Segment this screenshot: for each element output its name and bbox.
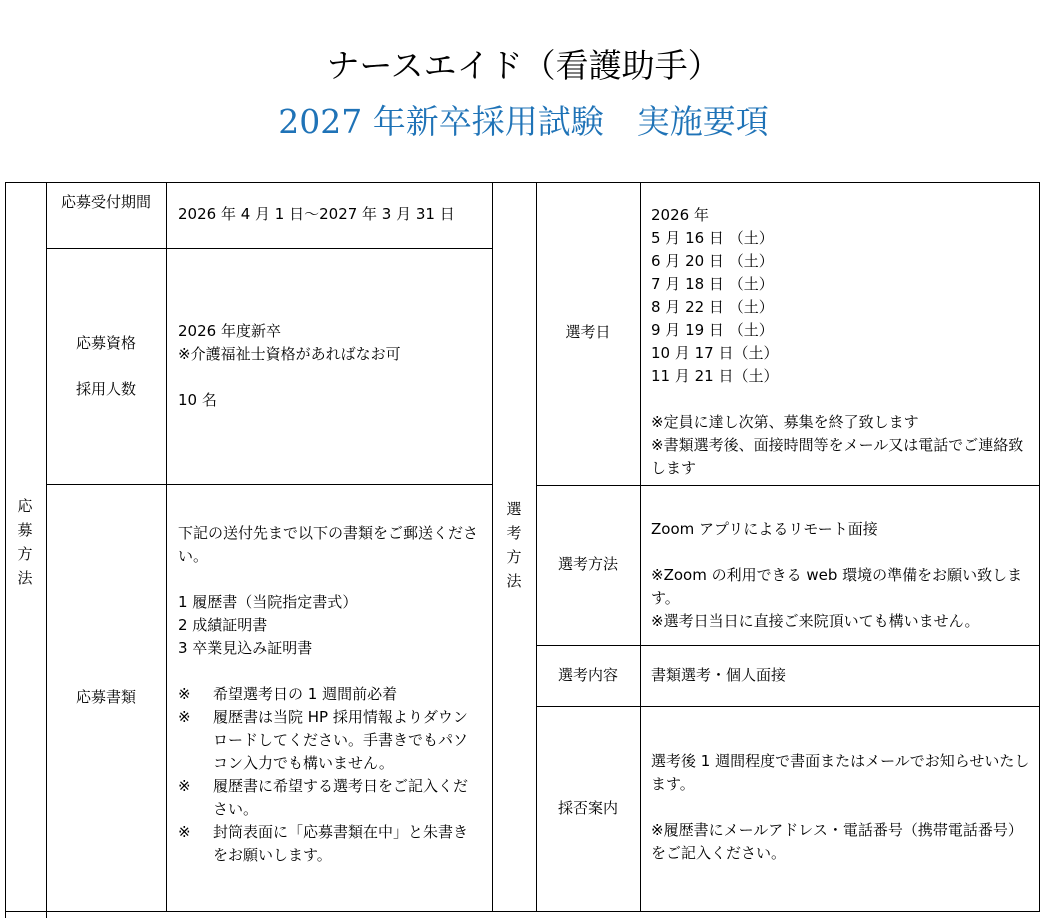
period-label: 応募受付期間 <box>60 193 151 211</box>
selection-date-value: 2026 年 5 月 16 日 （土） 6 月 20 日 （土） 7 月 18 日 （土） 8 月 22 日 （土） 9 月 19 日 （土） 10 月 17 日（土） 11 月 21 日（土） ※定員に達し次第、募集を終了致します ※書類選考後、面接時間等をメール又は電話でご連絡致します <box>651 204 1035 480</box>
selection-content-label: 選考内容 <box>557 666 618 684</box>
selection-date-label: 選考日 <box>565 323 611 341</box>
result-value: 選考後 1 週間程度で書面またはメールでお知らせいたします。 ※履歴書にメールアドレス・電話番号（携帯電話番号）をご記入ください。 <box>651 752 1030 862</box>
documents-label: 応募書類 <box>75 688 136 706</box>
list-item: ※ 履歴書に希望する選考日をご記入ください。 <box>178 777 469 818</box>
section-label-selection: 選 考 方 法 <box>506 500 522 590</box>
page-title: ナースエイド（看護助手） <box>326 46 721 85</box>
selection-content-value: 書類選考・個人面接 <box>651 666 787 684</box>
list-item: 2 成績証明書 <box>178 616 268 634</box>
result-label: 採否案内 <box>557 799 618 817</box>
documents-value: 下記の送付先まで以下の書類をご郵送ください。 1 履歴書（当院指定書式） 2 成績証明書 3 卒業見込み証明書 ※ 希望選考日の 1 週間前必着 ※ 履歴書は当院 HP 採用情報よりダウンロードしてください。手書きでもパソコン入力でも構いません。 ※ 履歴書に希望する選考日をご記入ください。 ※ 封筒表面に「応募書類在中」と朱書きをお願いします。 <box>178 522 480 867</box>
page-subtitle: 2027 年新卒採用試験 実施要項 <box>278 102 769 141</box>
list-item: ※ 希望選考日の 1 週間前必着 <box>178 685 398 703</box>
headcount-label: 採用人数 <box>75 380 136 398</box>
list-item: 10 月 17 日（土） <box>651 344 779 362</box>
list-item: ※ 封筒表面に「応募書類在中」と朱書きをお願いします。 <box>178 823 469 864</box>
list-item: 7 月 18 日 （土） <box>651 275 774 293</box>
list-item: 9 月 19 日 （土） <box>651 321 774 339</box>
list-item: 11 月 21 日（土） <box>651 367 779 385</box>
headcount-value: 10 名 <box>178 391 217 409</box>
list-item: 1 履歴書（当院指定書式） <box>178 593 358 611</box>
list-item: 6 月 20 日 （土） <box>651 252 774 270</box>
list-item: 8 月 22 日 （土） <box>651 298 774 316</box>
list-item: ※ 履歴書は当院 HP 採用情報よりダウンロードしてください。手書きでもパソコン入力でも構いません。 <box>178 708 469 772</box>
qualification-value: 2026 年度新卒 ※介護福祉士資格があればなお可 10 名 <box>178 320 488 412</box>
selection-method-label: 選考方法 <box>557 555 618 573</box>
selection-method-value: Zoom アプリによるリモート面接 ※Zoom の利用できる web 環境の準備をお願い致します。 ※選考日当日に直接ご来院頂いても構いません。 <box>651 520 1023 630</box>
list-item: 3 卒業見込み証明書 <box>178 639 313 657</box>
qualification-label: 応募資格 <box>75 334 136 352</box>
period-value: 2026 年 4 月 1 日～2027 年 3 月 31 日 <box>178 205 455 223</box>
list-item: 5 月 16 日 （土） <box>651 229 774 247</box>
section-label-application: 応 募 方 法 <box>17 497 33 587</box>
